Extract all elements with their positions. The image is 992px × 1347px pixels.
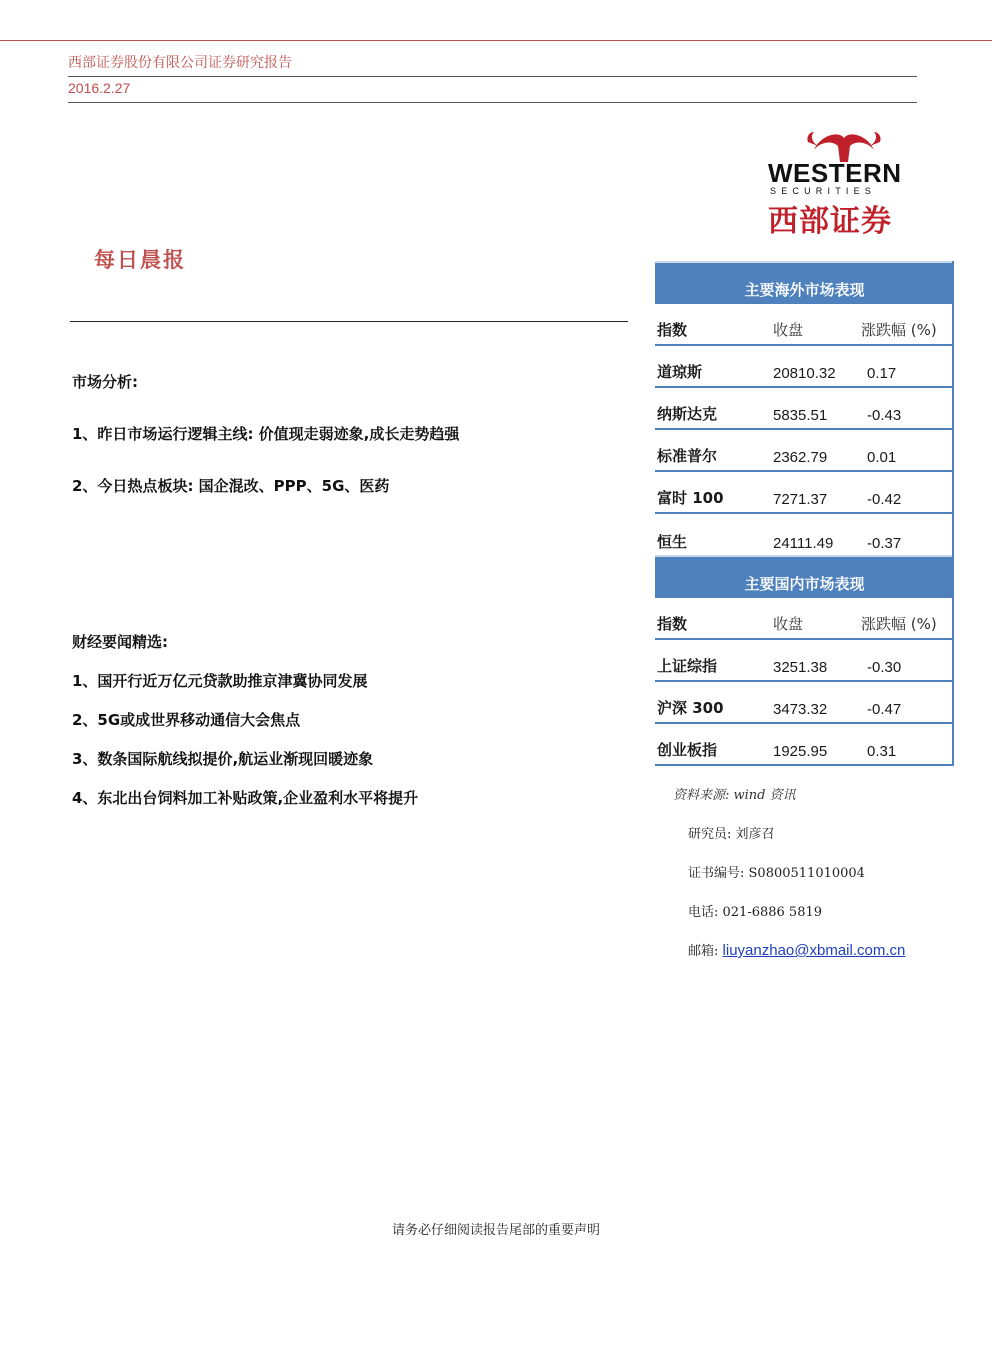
news-item: 1、国开行近万亿元贷款助推京津冀协同发展 [72,672,368,690]
close-value: 2362.79 [773,449,828,466]
logo-brand-sub: SECURITIES [770,186,877,196]
news-item: 4、东北出台饲料加工补贴政策,企业盈利水平将提升 [72,789,419,807]
title-divider [70,321,628,322]
column-header: 涨跌幅 (%) [861,615,937,633]
column-header: 收盘 [773,615,804,633]
close-value: 3473.32 [773,701,828,718]
column-header: 收盘 [773,321,804,339]
western-securities-logo [764,128,920,239]
index-name: 创业板指 [657,741,718,759]
table-header-row [655,598,954,640]
email-label: 邮箱: [688,944,719,959]
close-value: 5835.51 [773,407,828,424]
logo-brand-cn: 西部证券 [768,204,892,239]
analyst-name: 研究员: 刘彦召 [688,827,775,842]
market-analysis-item: 2、今日热点板块: 国企混改、PPP、5G、医药 [72,477,390,495]
market-analysis-item: 1、昨日市场运行逻辑主线: 价值现走弱迹象,成长走势趋强 [72,425,460,443]
news-item: 2、5G或成世界移动通信大会焦点 [72,711,301,729]
footer-disclaimer: 请务必仔细阅读报告尾部的重要声明 [391,1223,600,1238]
table-row [655,346,954,388]
column-header: 涨跌幅 (%) [861,321,937,339]
table-header-row [655,304,954,346]
index-name: 沪深 300 [657,699,724,717]
header-divider [68,76,917,77]
close-value: 20810.32 [773,365,836,382]
change-pct: 0.01 [867,449,897,466]
report-date: 2016.2.27 [68,80,131,96]
close-value: 1925.95 [773,743,828,760]
index-name: 上证综指 [657,657,718,675]
table-row [655,514,954,556]
email-link[interactable]: liuyanzhao@xbmail.com.cn [722,942,906,959]
domestic-table-title: 主要国内市场表现 [655,555,954,598]
index-name: 富时 100 [657,489,724,507]
change-pct: -0.43 [867,407,902,424]
index-name: 恒生 [657,533,688,551]
change-pct: -0.42 [867,491,902,508]
table-row [655,472,954,514]
table-row [655,724,954,766]
news-item: 3、数条国际航线拟提价,航运业渐现回暖迹象 [72,750,374,768]
table-row [655,388,954,430]
change-pct: -0.47 [867,701,902,718]
table-row [655,682,954,724]
change-pct: 0.31 [867,743,897,760]
news-heading: 财经要闻精选: [72,633,168,651]
analyst-phone: 电话: 021-6886 5819 [688,905,823,920]
market-analysis-heading: 市场分析: [72,373,138,391]
analyst-cert: 证书编号: S0800511010004 [688,866,865,881]
logo-brand-en: WESTERN [768,158,902,188]
close-value: 24111.49 [773,535,834,552]
company-name: 西部证券股份有限公司证券研究报告 [68,55,292,71]
column-header: 指数 [657,321,688,339]
overseas-market-table [655,261,954,556]
domestic-market-table [655,555,954,766]
analyst-email-line [688,940,905,959]
index-name: 标准普尔 [657,447,718,465]
close-value: 7271.37 [773,491,828,508]
data-source: 资料来源: wind 资讯 [673,788,796,803]
change-pct: -0.30 [867,659,902,676]
change-pct: -0.37 [867,535,902,552]
table-row [655,430,954,472]
column-header: 指数 [657,615,688,633]
header-divider [68,102,917,103]
top-rule [0,40,992,41]
index-name: 纳斯达克 [657,405,718,423]
close-value: 3251.38 [773,659,828,676]
overseas-table-title: 主要海外市场表现 [655,261,954,304]
report-title: 每日晨报 [94,248,186,272]
change-pct: 0.17 [867,365,897,382]
table-row [655,640,954,682]
index-name: 道琼斯 [657,363,703,381]
